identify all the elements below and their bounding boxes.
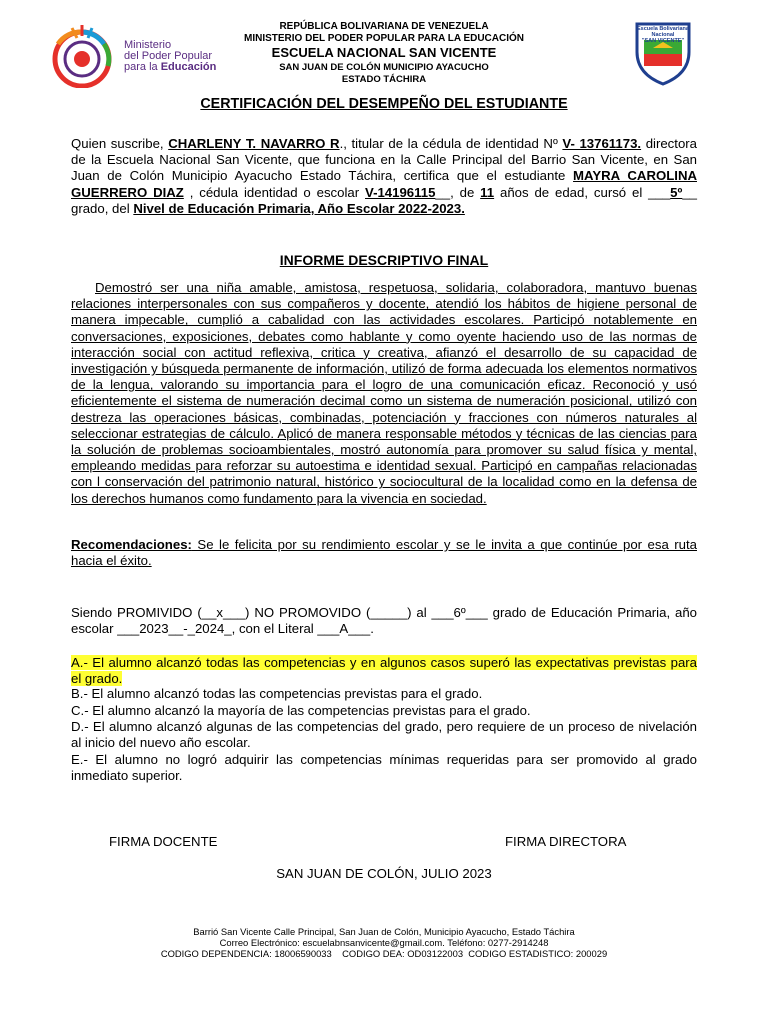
- director-signature-label: FIRMA DIRECTORA: [505, 834, 627, 849]
- header-school: ESCUELA NACIONAL SAN VICENTE: [271, 45, 497, 60]
- certification-paragraph: Quien suscribe, CHARLENY T. NAVARRO R., titular de la cédula de identidad Nº V- 13761173. directora de la Escuela Nacional San Vicente, que funciona en la Calle Principal del Barrio San Vicente, en San Juan de Colón Municipio Ayacucho Estado Táchira, certifica que el estudiante MAYRA CAROLINA GUERRERO DIAZ , cédula identidad o escolar V-14196115__, de 11 años de edad, cursó el ___5º__ grado, del Nivel de Educación Primaria, Año Escolar 2022-2023.: [71, 136, 697, 216]
- recommendations: [71, 537, 697, 569]
- recommendations-label: Recomendaciones:: [71, 537, 192, 552]
- literal-a: A.- El alumno alcanzó todas las competencias y en algunos casos superó las expectativas previstas para el grado.: [71, 655, 697, 687]
- school-seal: [633, 18, 693, 86]
- student-id: V-14196115: [365, 184, 436, 200]
- director-id: V- 13761173.: [562, 136, 642, 151]
- footer-codes: CODIGO DEPENDENCIA: 18006590033 CODIGO DEA: OD03122003 CODIGO ESTADISTICO: 200029: [160, 948, 608, 959]
- teacher-signature-label: FIRMA DOCENTE: [109, 834, 218, 849]
- report-body: Demostró ser una niña amable, amistosa, respetuosa, solidaria, colaboradora, mantuvo buenas relaciones interpersonales con sus compañeros y docente, atendió los hábitos de higiene personal de manera impecable, cumplió a cabalidad con las actividades escolares. Participó notablemente en conversaciones, exposiciones, debates como hablante y como oyente haciendo uso de las normas de interacción social con actitud reflexiva, critica y creativa, afianzó el desarrollo de su capacidad de investigación y búsqueda permanente de información, utilizó de forma adecuada los elementos normativos de la lengua, valorando su importancia para el logro de una comunicación eficaz. Reconoció y usó eficientemente el sistema de numeración decimal como un sistema de numeración posicional, utilizó con destreza las operaciones básicas, combinadas, potenciación y fracciones con números naturales al seleccionar estrategias de cálculo. Aplicó de manera responsable métodos y técnicas de las ciencias para la solución de problemas socioambientales, mostró autonomía para promover su salud física y mental, empleando medidas para reforzar su autoestima e identidad sexual. Participó en campañas relacionadas con l conservación del patrimonio natural, histórico y sociocultural de la localidad como en la defensa de los derechos humanos como fundamento para la vivencia en sociedad.: [71, 280, 697, 506]
- footer-address: Barrió San Vicente Calle Principal, San Juan de Colón, Municipio Ayacucho, Estado Táchira: [193, 926, 575, 937]
- student-grade: 5º: [670, 184, 683, 200]
- document-title: CERTIFICACIÓN DEL DESEMPEÑO DEL ESTUDIANTE: [200, 96, 568, 112]
- literal-value: ___A___: [317, 621, 371, 637]
- education-level: Nivel de Educación Primaria, Año Escolar 2022-2023.: [133, 200, 465, 216]
- header-state: ESTADO TÁCHIRA: [341, 74, 427, 85]
- header-ministry: MINISTERIO DEL PODER POPULAR PARA LA EDUCACIÓN: [243, 33, 524, 44]
- literal-c: C.- El alumno alcanzó la mayoría de las competencias previstas para el grado.: [71, 703, 531, 718]
- literal-b: B.- El alumno alcanzó todas las competencias previstas para el grado.: [71, 686, 483, 701]
- next-grade: ___6º___: [431, 605, 488, 620]
- year-to: _2024_: [187, 621, 232, 637]
- year-from: ___2023__: [117, 621, 184, 637]
- student-name: MAYRA CAROLINA GUERRERO DIAZ: [71, 168, 697, 200]
- school-seal-text: Escuela Bolivariana Nacional "SAN VICENTE": [637, 26, 689, 44]
- recommendations-text: Se le felicita por su rendimiento escolar y se le invita a que continúe por esa ruta hacia el éxito.: [71, 537, 697, 569]
- ministry-logo-icon: [44, 22, 120, 88]
- footer-contact: Correo Electrónico: escuelabnsanvicente@gmail.com. Teléfono: 0277-2914248: [219, 937, 549, 948]
- literal-e: E.- El alumno no logró adquirir las competencias mínimas requeridas para ser promovido al grado inmediato superior.: [71, 752, 697, 784]
- ministry-logo: [44, 22, 224, 88]
- not-promoted-mark: _____: [370, 605, 408, 620]
- ministry-logo-text: Ministerio del Poder Popular para la Educación: [124, 39, 217, 73]
- literal-d: D.- El alumno alcanzó algunas de las competencias del grado, pero requiere de un proceso de nivelación al inicio del nuevo año escolar.: [71, 719, 697, 751]
- report-heading: INFORME DESCRIPTIVO FINAL: [279, 252, 489, 268]
- promotion-statement: Siendo PROMIVIDO (__x___) NO PROMOVIDO (_____) al ___6º___ grado de Educación Primaria, año escolar ___2023__-_2024_, con el Literal ___A___.: [71, 605, 698, 637]
- student-age: 11: [480, 184, 495, 200]
- header-municipality: SAN JUAN DE COLÓN MUNICIPIO AYACUCHO: [279, 62, 489, 73]
- place-date: SAN JUAN DE COLÓN, JULIO 2023: [276, 866, 492, 881]
- director-name: CHARLENY T. NAVARRO R: [168, 136, 340, 151]
- promoted-mark: __x___: [201, 605, 246, 620]
- header-republic: REPÚBLICA BOLIVARIANA DE VENEZUELA: [279, 21, 489, 32]
